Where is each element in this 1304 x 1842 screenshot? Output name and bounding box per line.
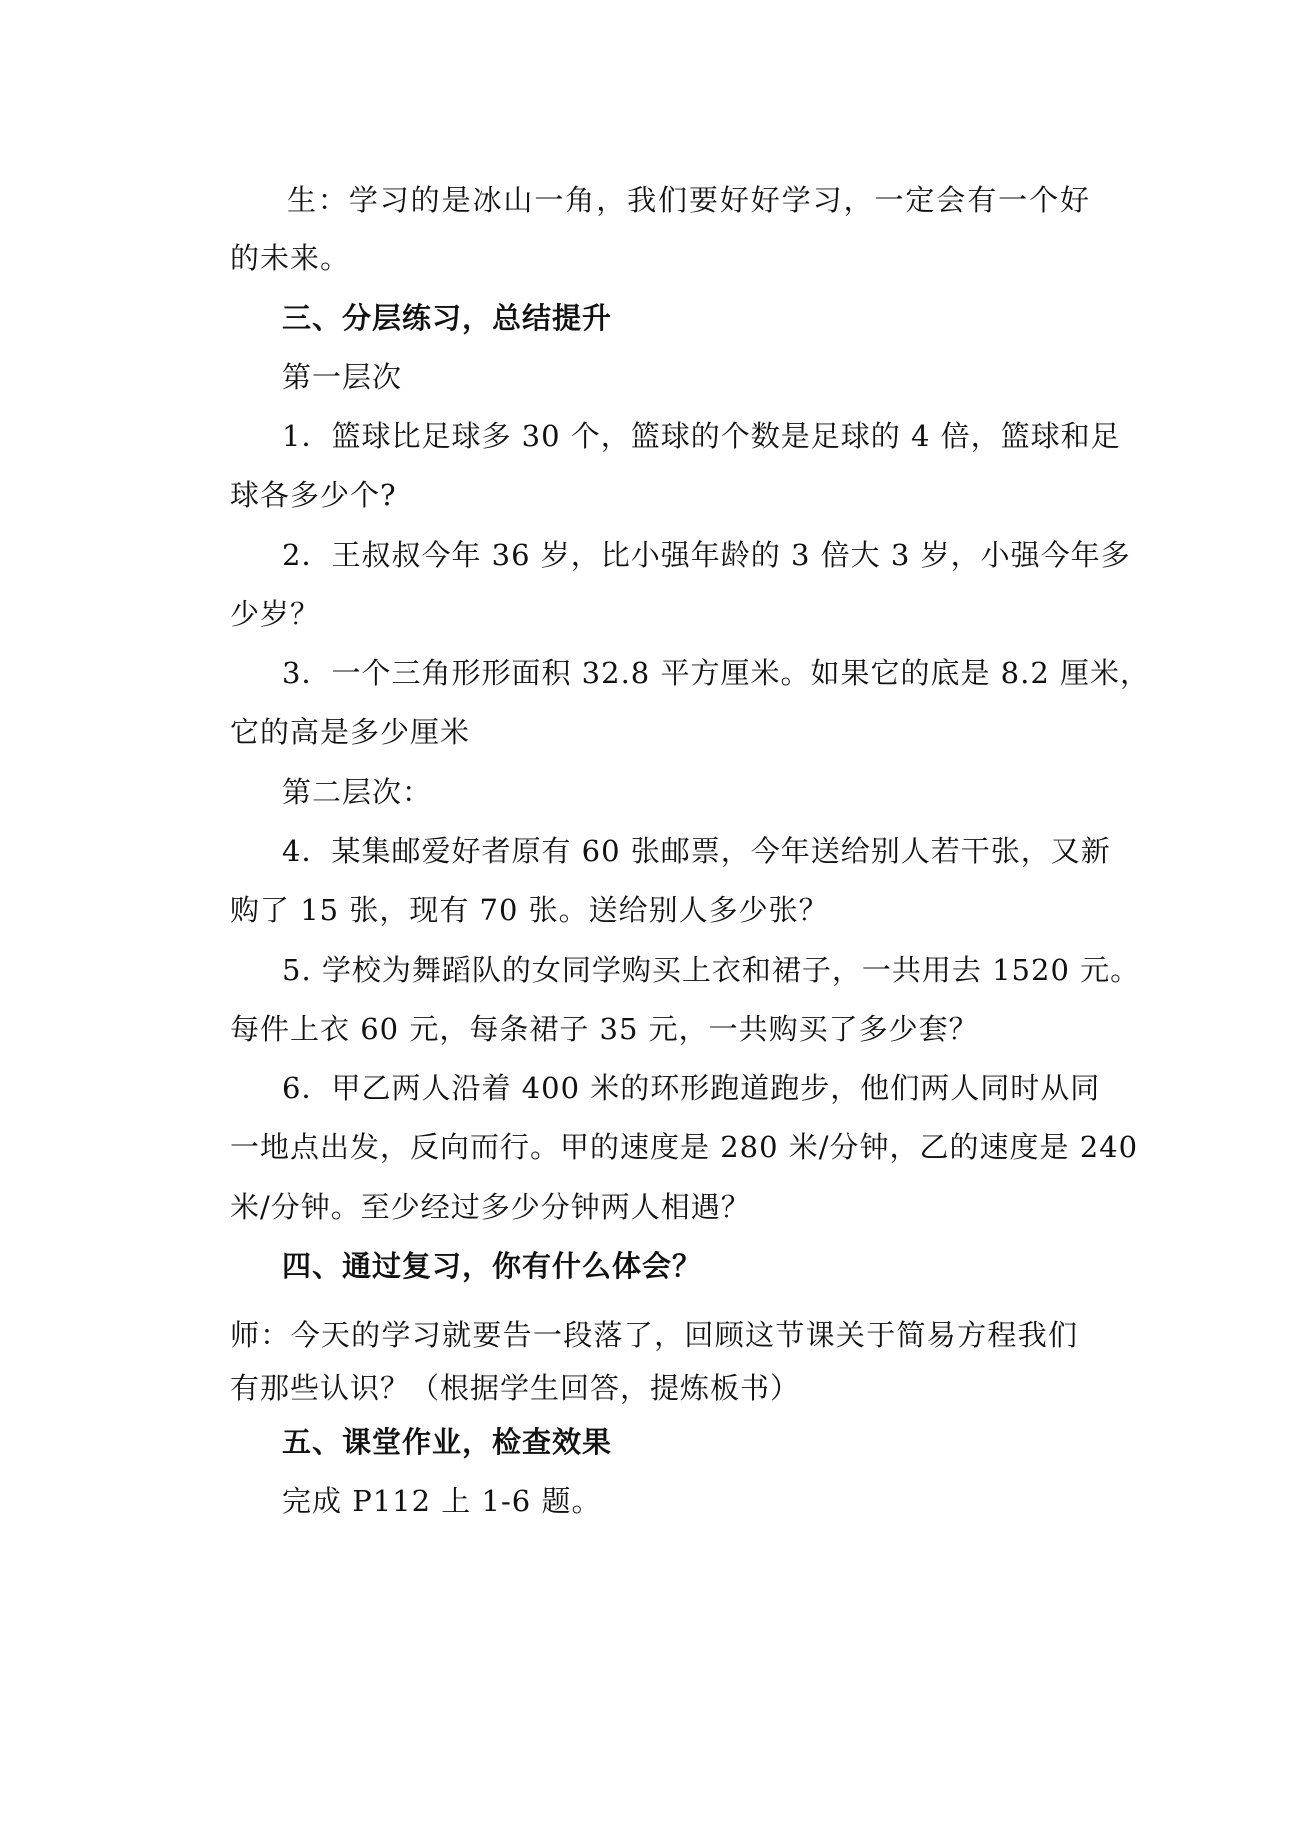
- question-1-line-1: 1．篮球比足球多 30 个，篮球的个数是足球的 4 倍，篮球和足: [282, 419, 1121, 453]
- level-two-heading: 第二层次：: [282, 775, 433, 809]
- question-3-line-1: 3．一个三角形形面积 32.8 平方厘米。如果它的底是 8.2 厘米，: [282, 656, 1151, 690]
- question-5-line-1: 5. 学校为舞蹈队的女同学购买上衣和裙子，一共用去 1520 元。: [282, 953, 1141, 987]
- section-heading-4: 四、通过复习，你有什么体会？: [282, 1249, 703, 1283]
- question-6-line-1: 6．甲乙两人沿着 400 米的环形跑道跑步，他们两人同时从同: [282, 1071, 1101, 1105]
- section-heading-3: 三、分层练习，总结提升: [282, 301, 613, 335]
- question-2-line-2: 少岁？: [230, 597, 321, 631]
- homework-line: 完成 P112 上 1-6 题。: [282, 1484, 602, 1518]
- question-6-line-2: 一地点出发，反向而行。甲的速度是 280 米/分钟，乙的速度是 240: [230, 1130, 1139, 1164]
- question-4-line-2: 购了 15 张，现有 70 张。送给别人多少张？: [230, 893, 829, 927]
- question-3-line-2: 它的高是多少厘米: [230, 715, 471, 749]
- teacher-line-1: 师：今天的学习就要告一段落了，回顾这节课关于简易方程我们: [230, 1318, 1078, 1352]
- level-one-heading: 第一层次: [282, 360, 403, 394]
- student-answer-line-1: 生：学习的是冰山一角，我们要好好学习，一定会有一个好: [287, 183, 1090, 217]
- section-heading-5: 五、课堂作业，检查效果: [282, 1425, 613, 1459]
- question-2-line-1: 2．王叔叔今年 36 岁，比小强年龄的 3 倍大 3 岁，小强今年多: [282, 538, 1131, 572]
- question-4-line-1: 4．某集邮爱好者原有 60 张邮票，今年送给别人若干张，又新: [282, 834, 1111, 868]
- teacher-line-2: 有那些认识？（根据学生回答，提炼板书）: [230, 1371, 801, 1405]
- question-5-line-2: 每件上衣 60 元，每条裙子 35 元，一共购买了多少套？: [230, 1012, 979, 1046]
- question-1-line-2: 球各多少个?: [230, 478, 397, 512]
- question-6-line-3: 米/分钟。至少经过多少分钟两人相遇？: [230, 1190, 751, 1224]
- student-answer-line-2: 的未来。: [230, 241, 351, 275]
